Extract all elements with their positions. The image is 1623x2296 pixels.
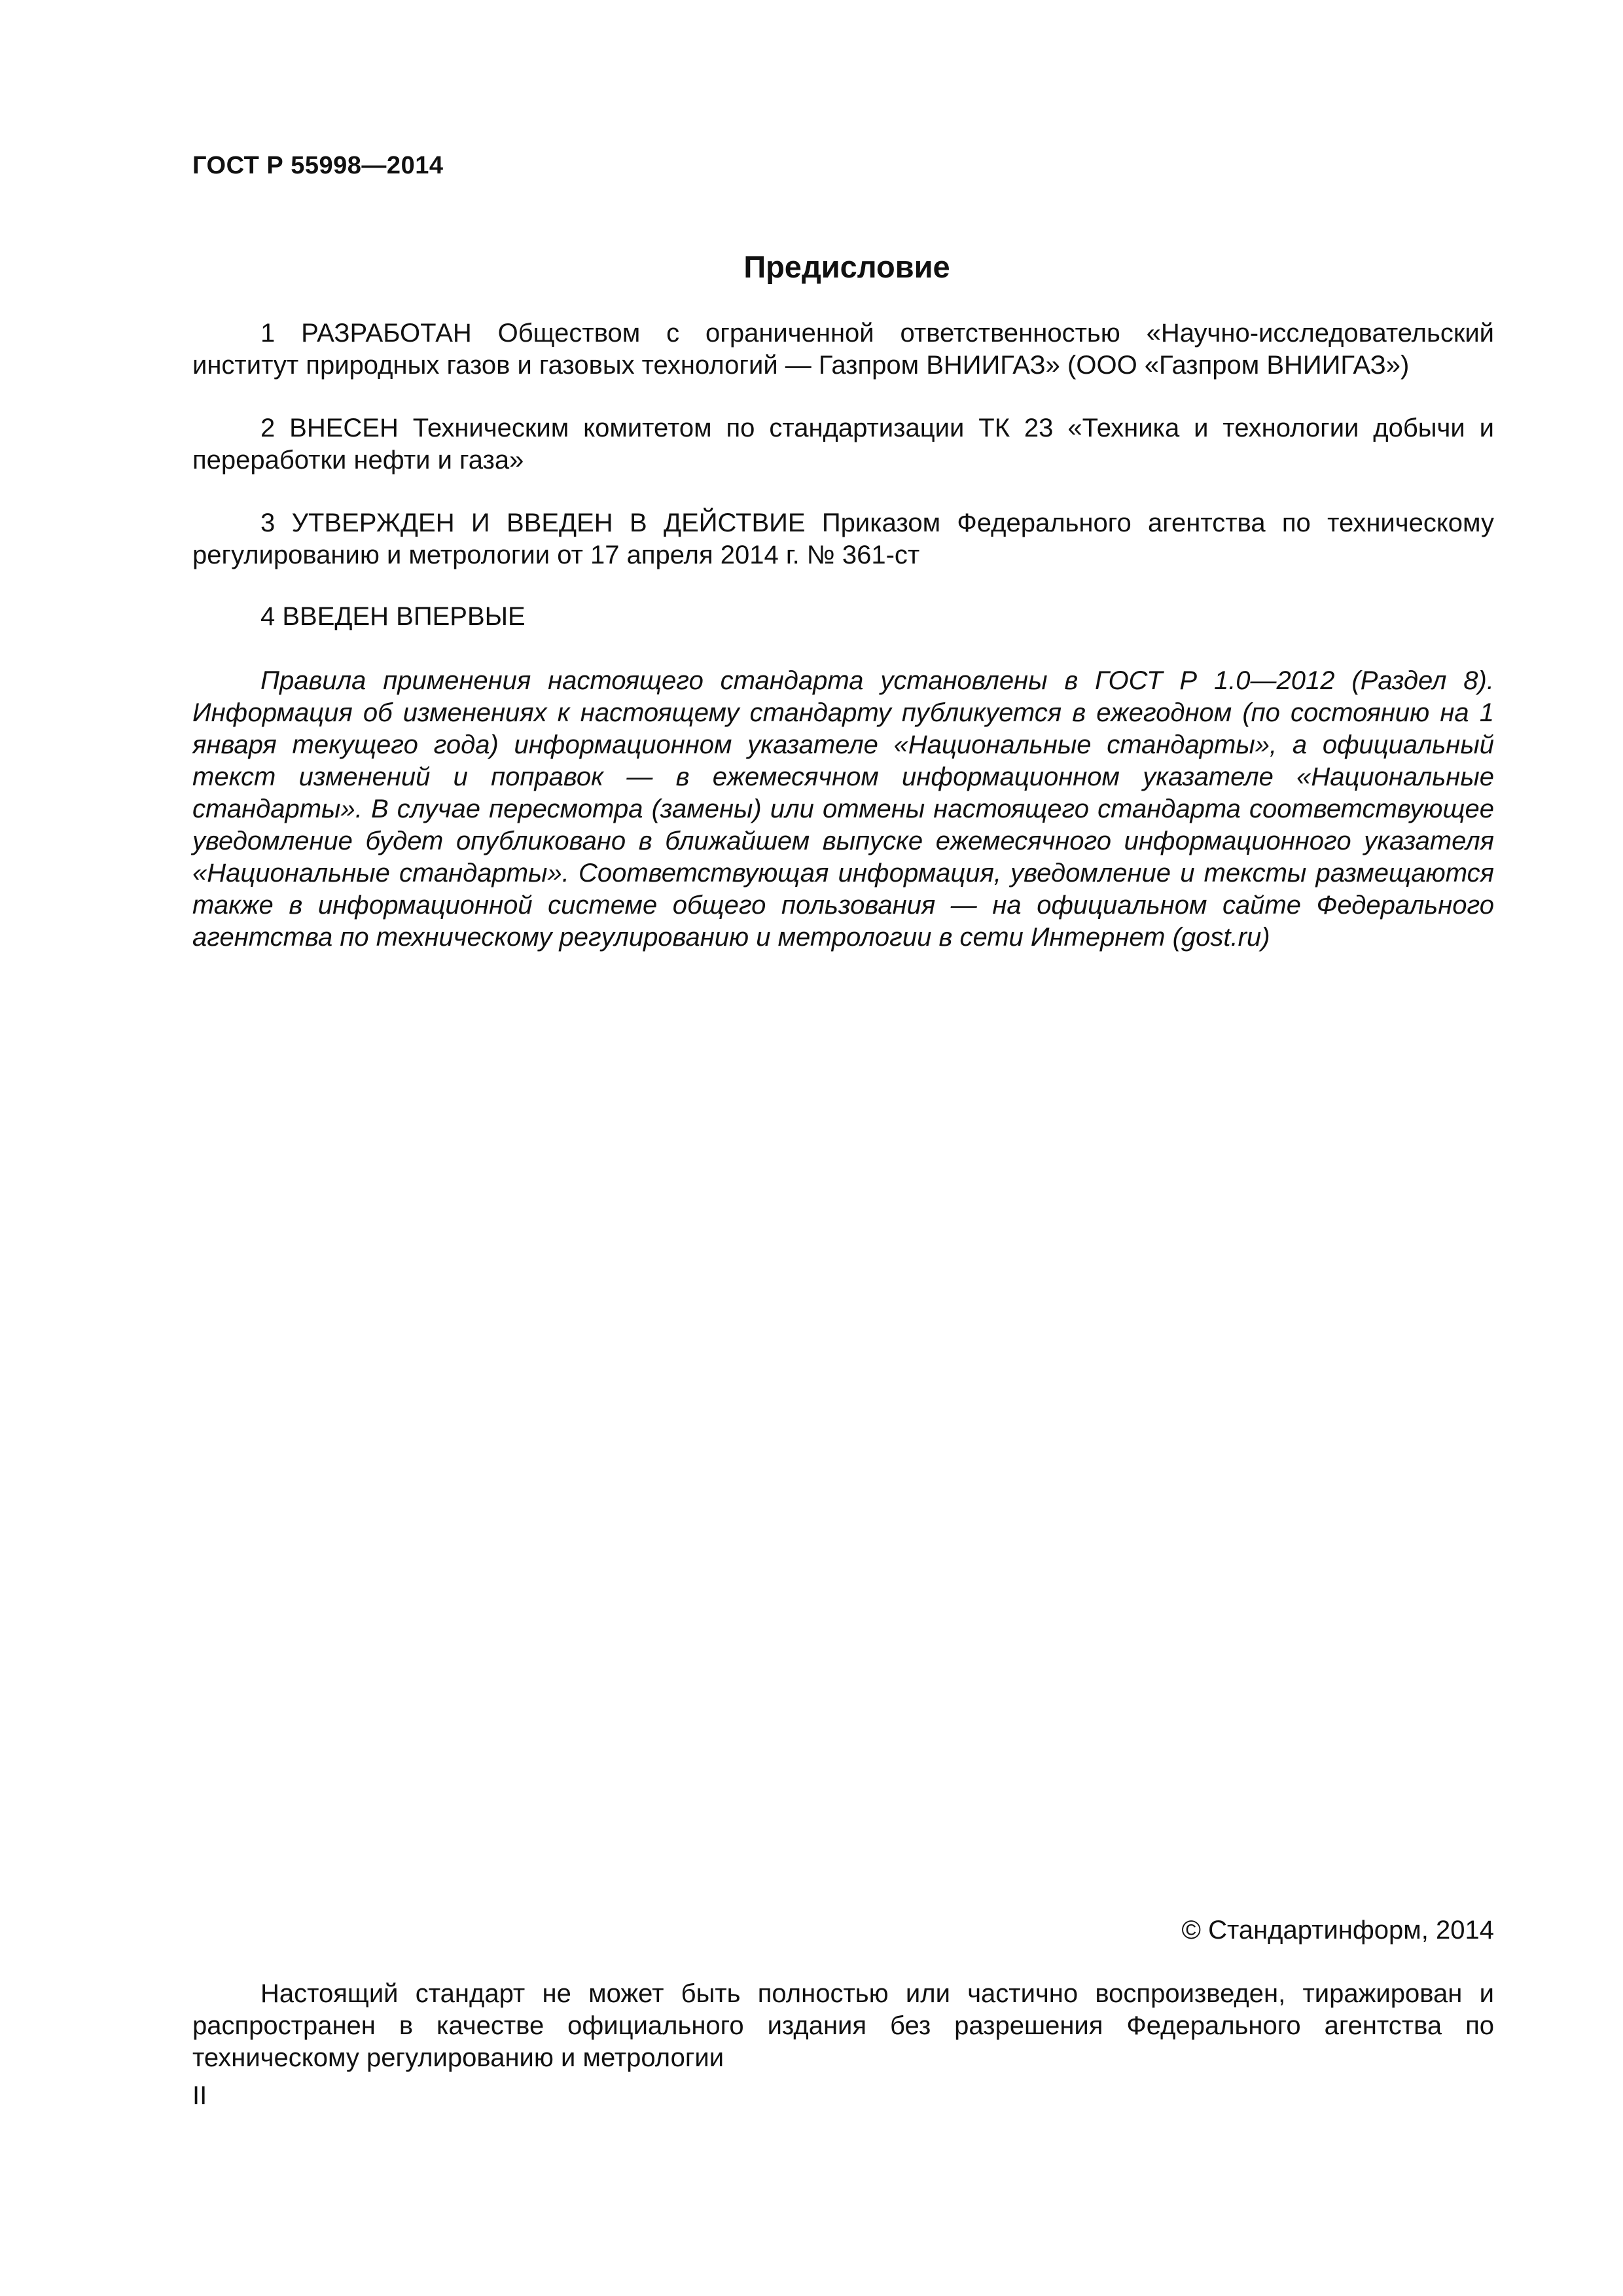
reproduction-notice: Настоящий стандарт не может быть полностью или частично воспроизведен, тиражирован и распространен в качестве официального издания без разрешения Федерального агентства по техническому регулированию и метрологии: [192, 1979, 1494, 2072]
paragraph-developed-by: 1 РАЗРАБОТАН Обществом с ограниченной ответственностью «Научно-исследовательский институт природных газов и газовых технологий — Газпром ВНИИГАЗ» (ООО «Газпром ВНИИГАЗ»): [192, 319, 1494, 380]
page-number: II: [192, 2081, 207, 2110]
paragraph-application-rules: Правила применения настоящего стандарта установлены в ГОСТ Р 1.0—2012 (Раздел 8). Информация об изменениях к настоящему стандарту публикуется в ежегодном (по состоянию на 1 января текущего года) информационном указателе «Национальные стандарты», а официальный текст изменений и поправок — в ежемесячном информационном указателе «Национальные стандарты». В случае пересмотра (замены) или отмены настоящего стандарта соответствующее уведомление будет опубликовано в ближайшем выпуске ежемесячного информационного указателя «Национальные стандарты». Соответствующая информация, уведомление и тексты размещаются также в информационной системе общего пользования — на официальном сайте Федерального агентства по техническому регулированию и метрологии в сети Интернет (gost.ru): [192, 666, 1494, 952]
paragraph-first-introduced: 4 ВВЕДЕН ВПЕРВЫЕ: [260, 602, 526, 631]
paragraph-approved: 3 УТВЕРЖДЕН И ВВЕДЕН В ДЕЙСТВИЕ Приказом Федерального агентства по техническому регулированию и метрологии от 17 апреля 2014 г. № 361-ст: [192, 509, 1494, 569]
copyright-notice: © Стандартинформ, 2014: [1181, 1916, 1494, 1945]
paragraph-introduced-by: 2 ВНЕСЕН Техническим комитетом по стандартизации ТК 23 «Техника и технологии добычи и переработки нефти и газа»: [192, 414, 1494, 475]
standard-code-header: ГОСТ Р 55998—2014: [192, 152, 444, 179]
page-title: Предисловие: [743, 249, 950, 284]
